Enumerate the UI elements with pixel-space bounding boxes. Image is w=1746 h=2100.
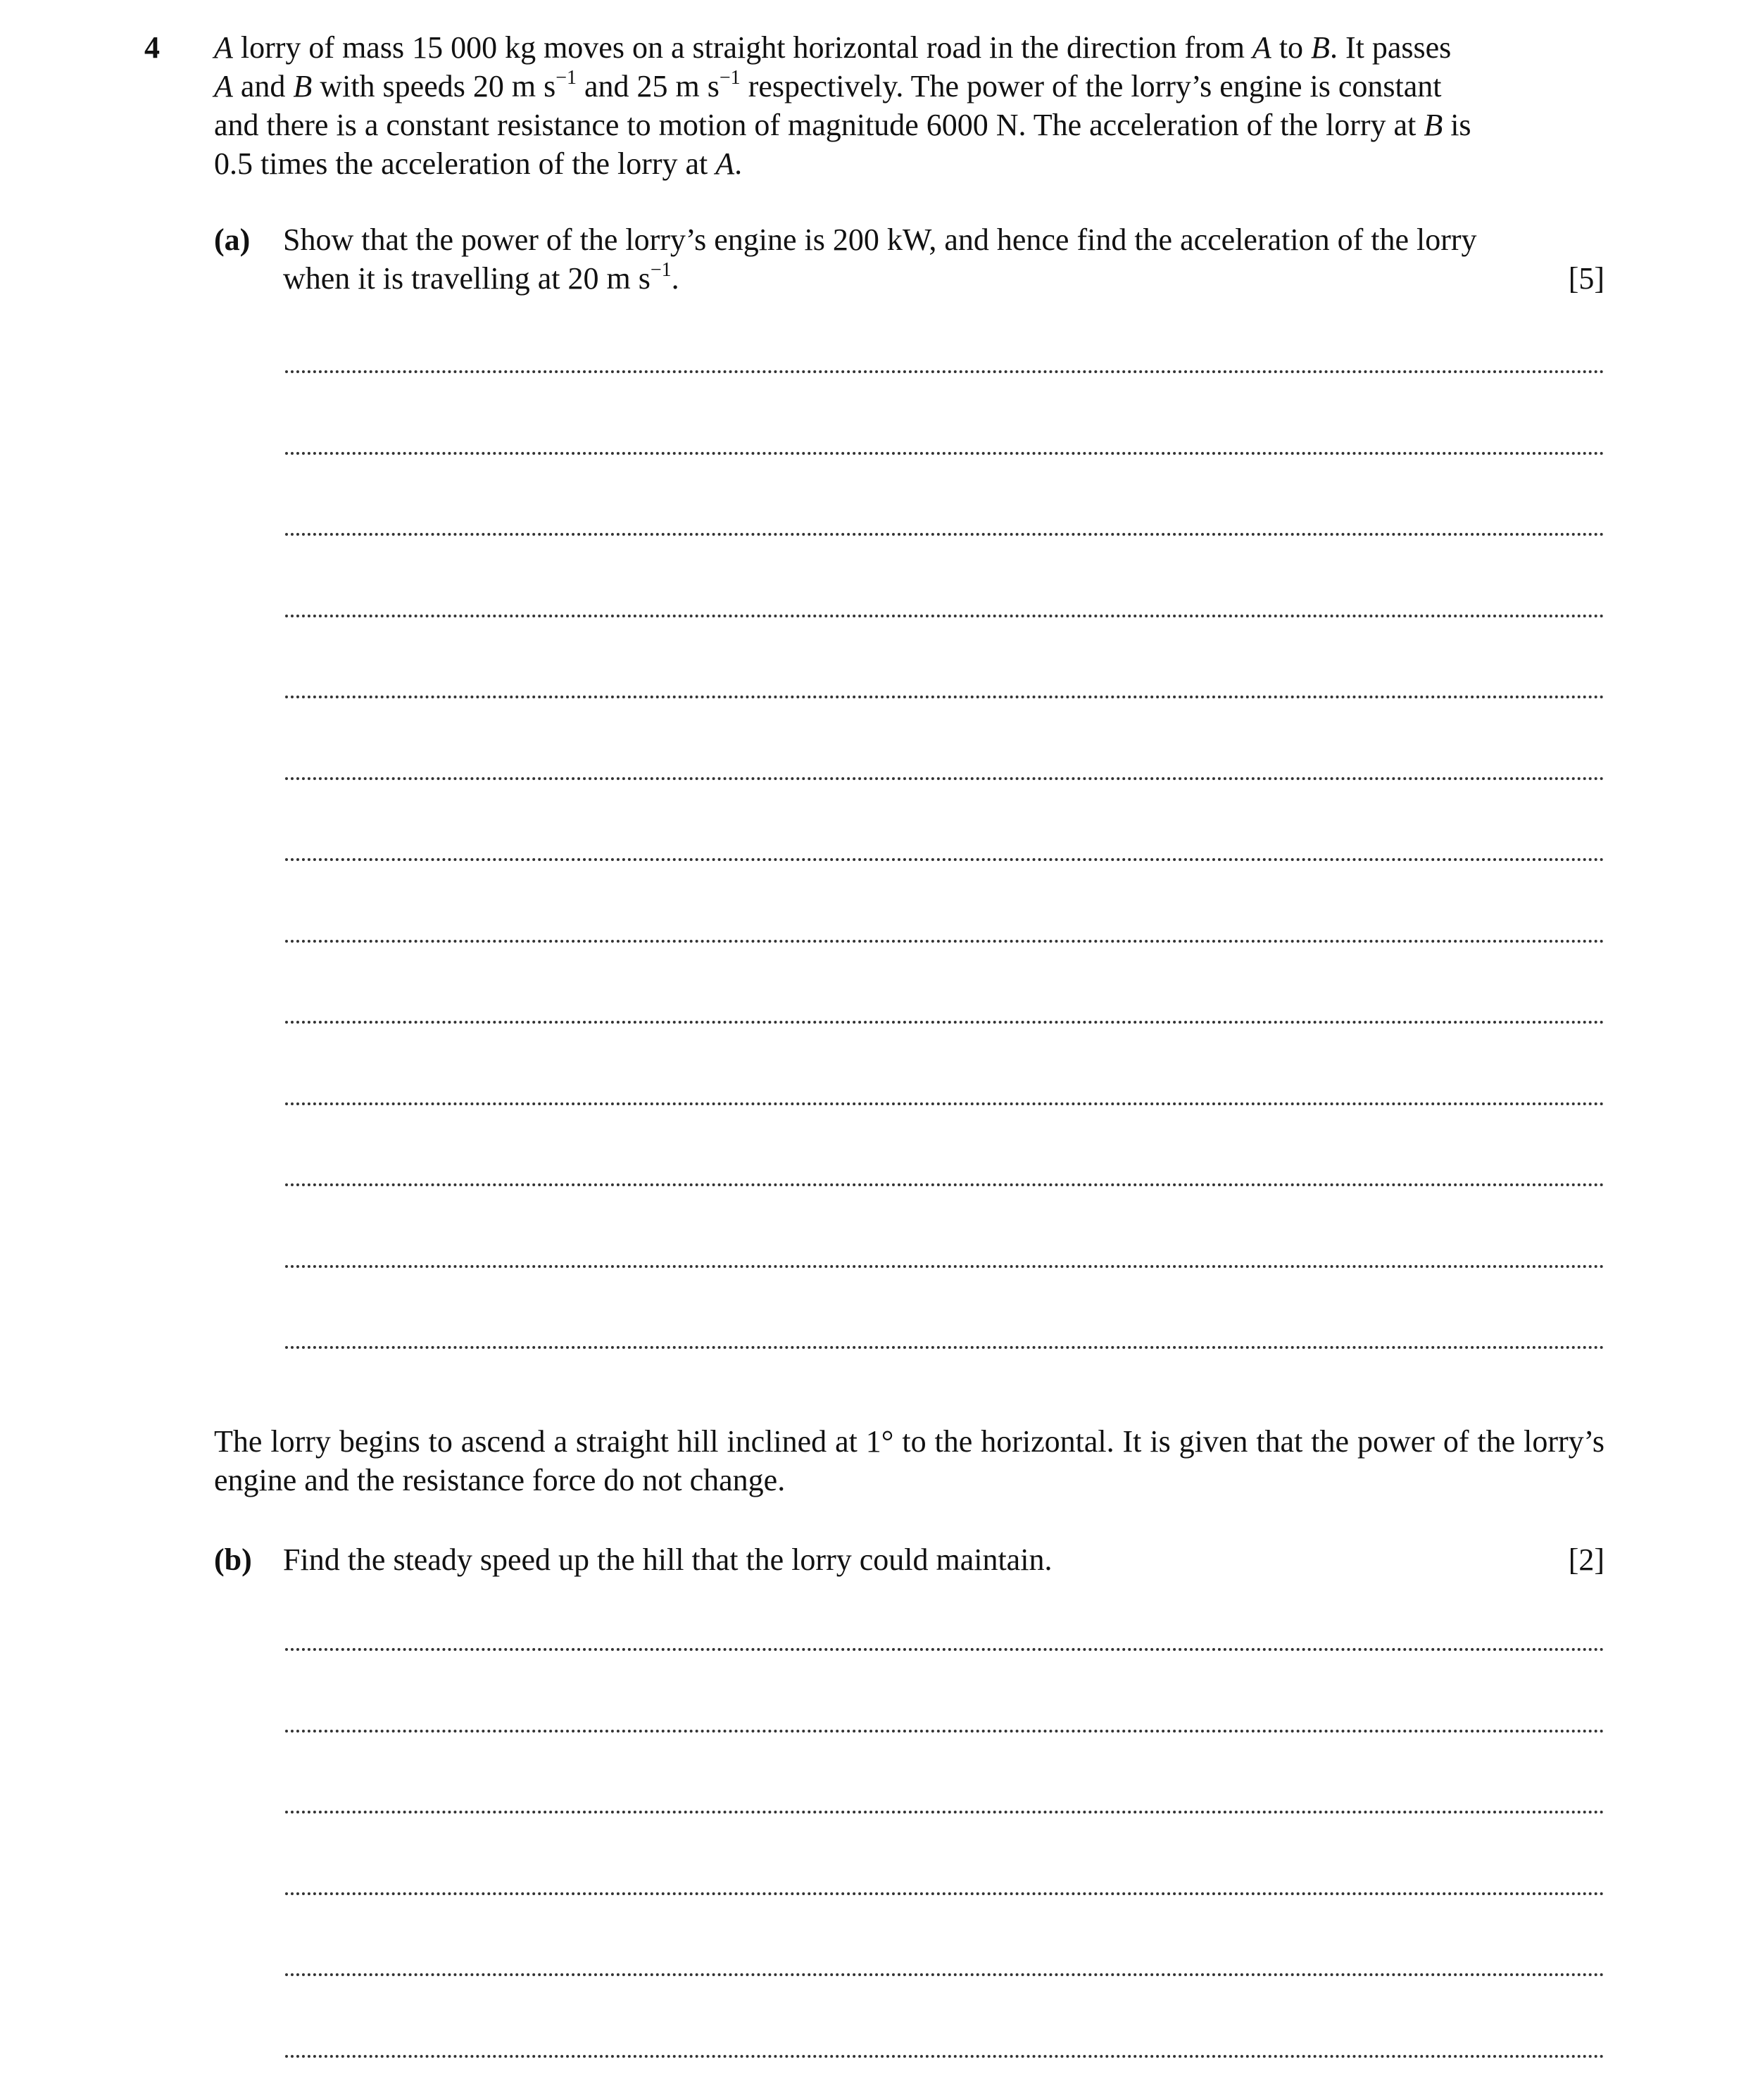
answer-line[interactable] [285, 1730, 1604, 1733]
answer-line[interactable] [285, 696, 1604, 698]
part-b [214, 1540, 1604, 1579]
part-b-marks: [2] [1568, 1542, 1604, 1577]
answer-line[interactable] [285, 1265, 1604, 1268]
part-b-intro [214, 1422, 1604, 1499]
answer-line[interactable] [285, 1811, 1604, 1813]
part-a-marks: [5] [1568, 261, 1604, 296]
part-a [214, 220, 1604, 298]
part-a-text-line-2: when it is travelling at 20 m $s^{-1}$. [283, 259, 679, 296]
part-a-text [283, 220, 1604, 298]
part-b-text-line-1: Find the steady speed up the hill that the lorry could maintain. [283, 1542, 1053, 1577]
answer-line[interactable] [285, 370, 1604, 373]
part-a-text-line-1: Show that the power of the lorry’s engine is 200 kW, and hence find the acceleration of the lorry [283, 222, 1477, 257]
answer-line[interactable] [285, 1892, 1604, 1895]
answer-line[interactable] [285, 1102, 1604, 1105]
answer-line[interactable] [285, 2055, 1604, 2058]
stem-line-4: 0.5 times the acceleration of the lorry at A. [214, 146, 743, 181]
part-b-text [283, 1540, 1604, 1579]
answer-line[interactable] [285, 1648, 1604, 1651]
answer-line[interactable] [285, 615, 1604, 617]
stem-line-2: A and B with speeds 20 m $s^{-1}$ and 25 m $s^{-1}$ respectively. The power of the lorry’s engine is constant [214, 67, 1442, 103]
answer-line[interactable] [285, 1346, 1604, 1349]
answer-line[interactable] [285, 1183, 1604, 1186]
answer-line[interactable] [285, 777, 1604, 780]
stem-line-1: A lorry of mass 15 000 kg moves on a straight horizontal road in the direction from A to B. It passes [214, 30, 1452, 65]
part-b-label: (b) [214, 1542, 252, 1577]
question-stem [214, 28, 1604, 183]
part-b-intro-text: The lorry begins to ascend a straight hill inclined at 1° to the horizontal. It is given that the power of the lorry’s engine and the resistance force do not change. [214, 1424, 1604, 1497]
answer-line[interactable] [285, 1973, 1604, 1976]
answer-line[interactable] [285, 1021, 1604, 1024]
question-number: 4 [144, 30, 160, 65]
answer-line[interactable] [285, 940, 1604, 943]
part-a-label: (a) [214, 222, 251, 257]
answer-line[interactable] [285, 452, 1604, 455]
answer-line[interactable] [285, 533, 1604, 536]
stem-line-3: and there is a constant resistance to motion of magnitude 6000 N. The acceleration of the lorry at B is [214, 108, 1471, 142]
answer-line[interactable] [285, 858, 1604, 861]
